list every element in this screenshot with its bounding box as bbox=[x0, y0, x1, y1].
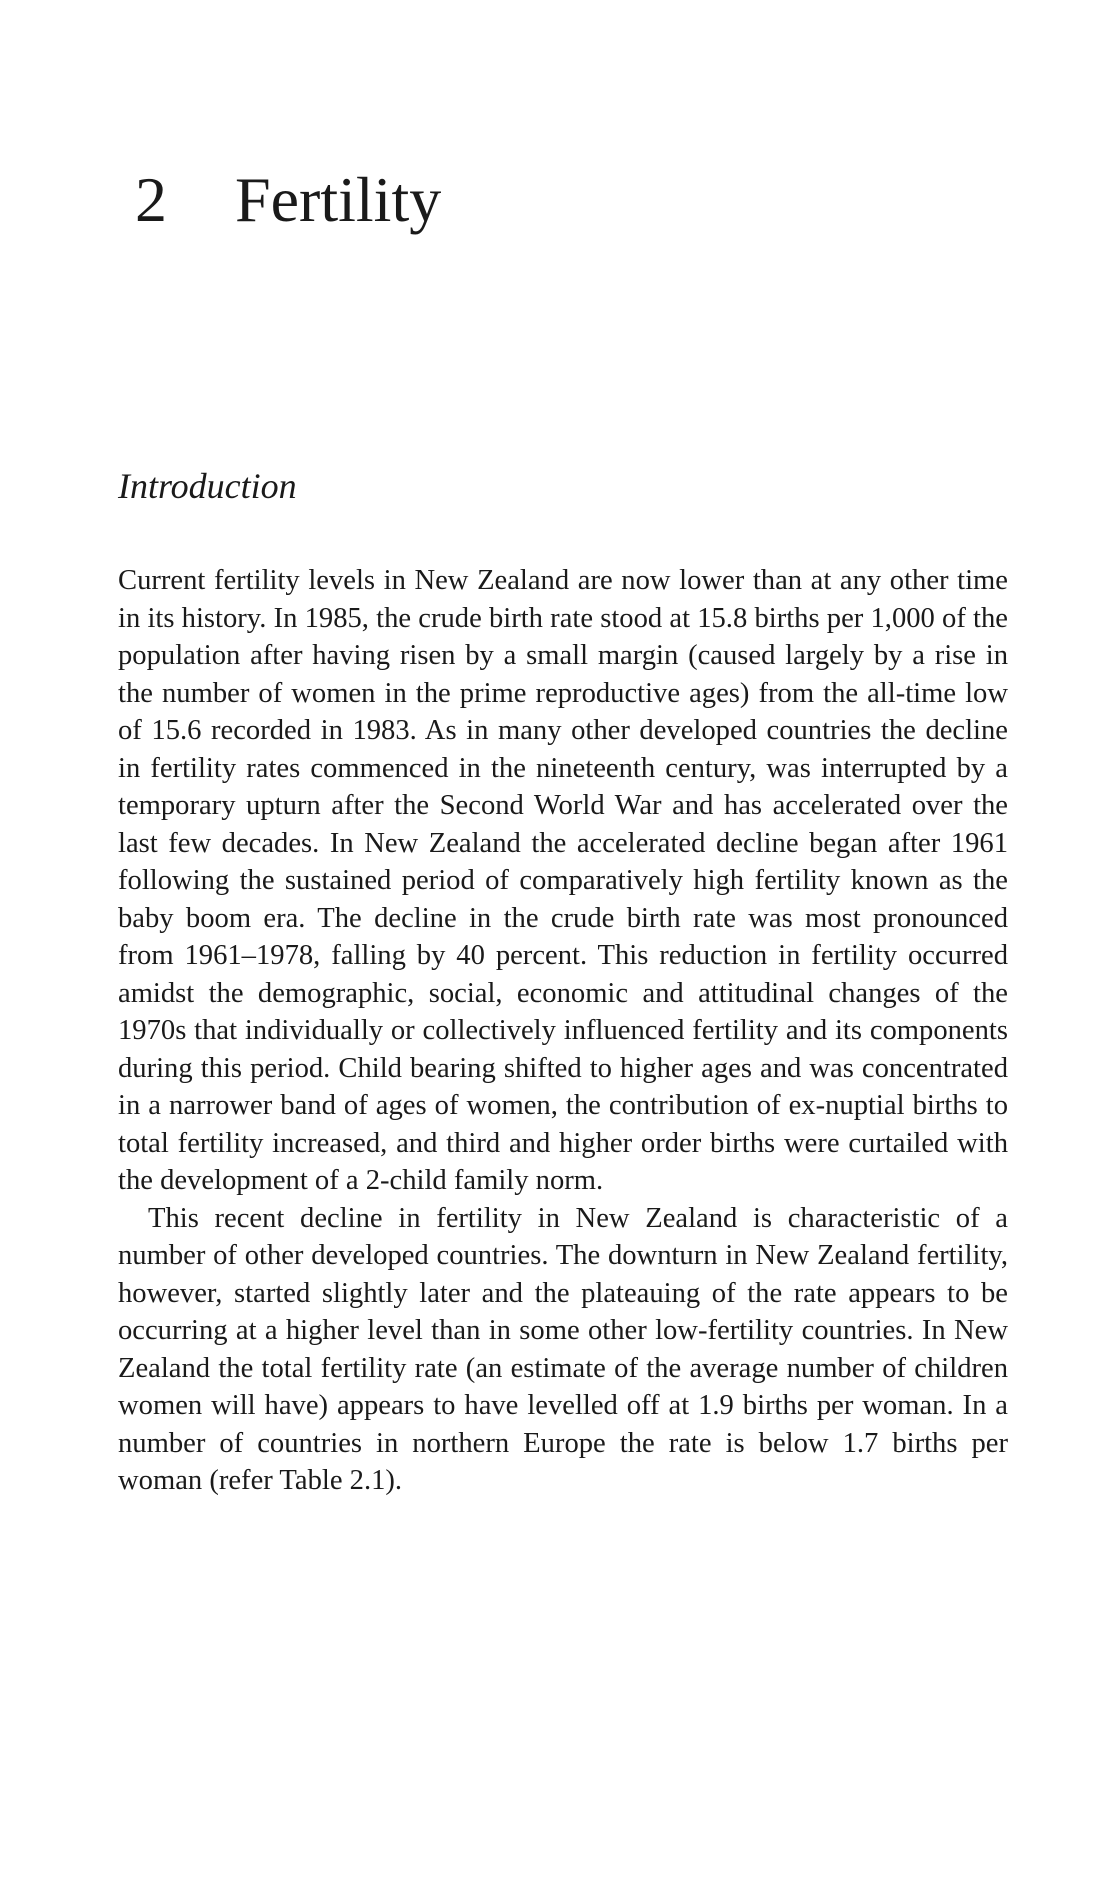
section-heading: Introduction bbox=[118, 466, 297, 506]
chapter-heading bbox=[135, 164, 442, 235]
chapter-number: 2 bbox=[135, 164, 167, 235]
chapter-title: Fertility bbox=[235, 164, 442, 235]
paragraph-2: This recent decline in fertility in New Zealand is characteristic of a number of other developed countries. The downturn in New Zealand fertility, however, started slightly later and the plateauing of the rate appears to be occurring at a higher level than in some other low-fertility countries. In New Zealand the total fertility rate (an estimate of the average number of children women will have) appears to have levelled off at 1.9 births per woman. In a number of countries in northern Europe the rate is below 1.7 births per woman (refer Table 2.1). bbox=[118, 1202, 1008, 1496]
paragraph-1: Current fertility levels in New Zealand are now lower than at any other time in its history. In 1985, the crude birth rate stood at 15.8 births per 1,000 of the population after having risen by a small margin (caused largely by a rise in the number of women in the prime reproductive ages) from the all-time low of 15.6 recorded in 1983. As in many other developed countries the decline in fertility rates commenced in the nineteenth century, was interrupted by a temporary upturn after the Second World War and has accelerated over the last few decades. In New Zealand the accelerated decline began after 1961 following the sustained period of comparatively high fertility known as the baby boom era. The decline in the crude birth rate was most pronounced from 1961–1978, falling by 40 percent. This reduction in fertility occurred amidst the demographic, social, economic and attitudinal changes of the 1970s that individually or collectively influenced fertility and its components during this period. Child bearing shifted to higher ages and was concentrated in a narrower band of ages of women, the contribution of ex-nuptial births to total fertility increased, and third and higher order births were curtailed with the development of a 2-child family norm. bbox=[118, 565, 1008, 1196]
body-text bbox=[118, 562, 1008, 1500]
